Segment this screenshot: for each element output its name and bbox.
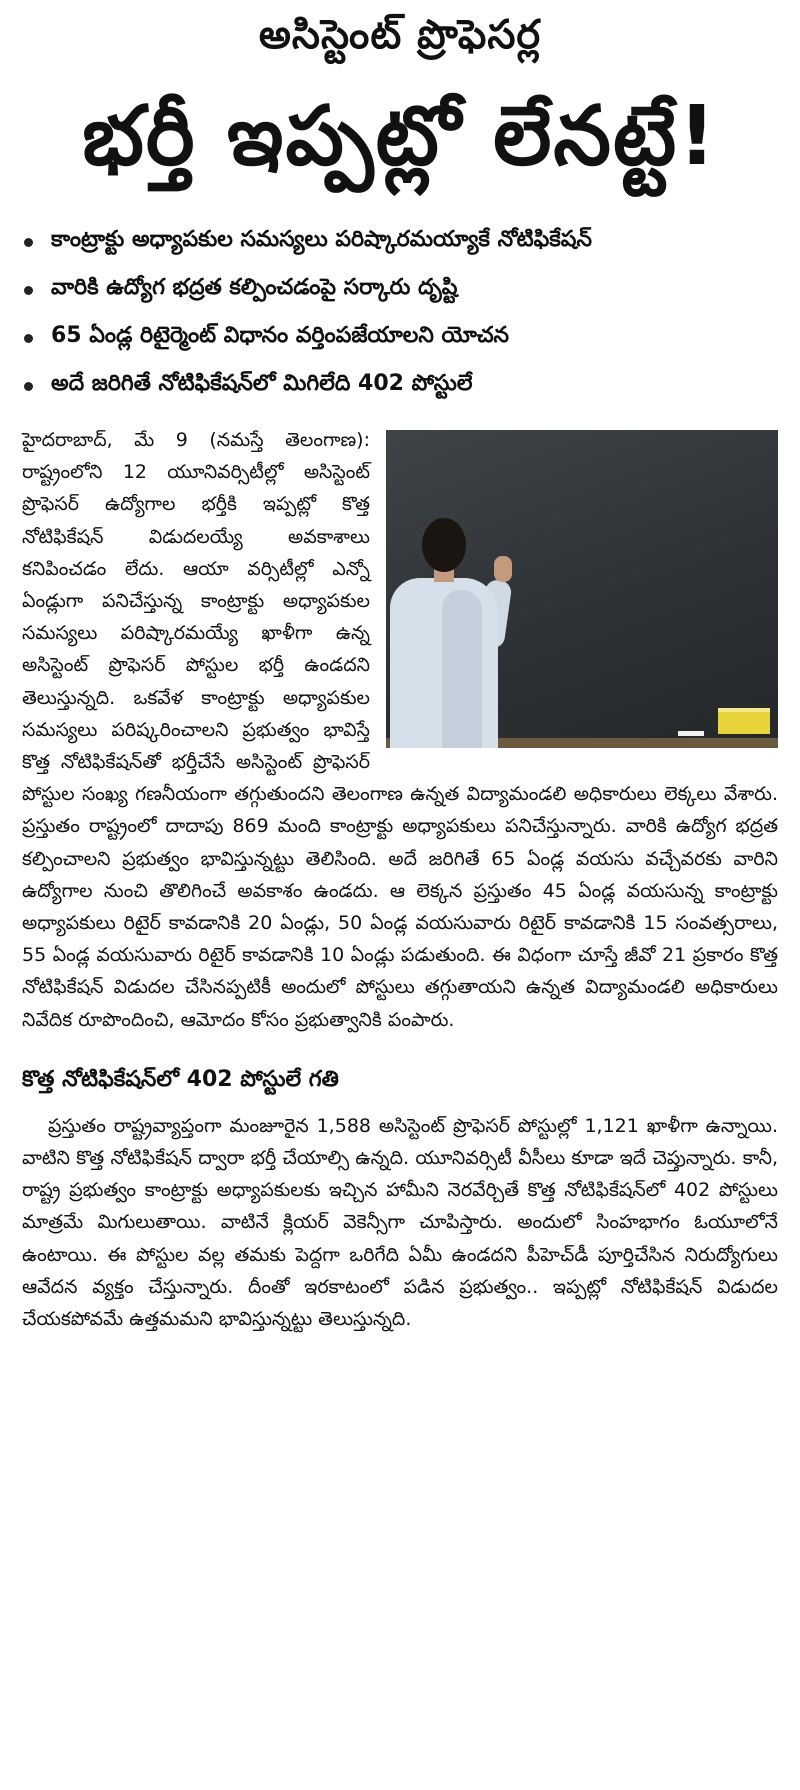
summary-bullet (22, 362, 778, 410)
bullet-text: వారికి ఉద్యోగ భద్రత కల్పించడంపై సర్కారు దృష్టి (51, 275, 458, 300)
headline-kicker: అసిస్టెంట్ ప్రొఫెసర్ల (258, 12, 542, 58)
teacher-shirt-shade (442, 590, 482, 748)
bullet-text: 65 ఏండ్ల రిటైర్మెంట్ విధానం వర్తింపజేయాలని యోచన (51, 323, 510, 348)
summary-bullet (22, 218, 778, 266)
summary-bullet (22, 266, 778, 314)
bullet-dot-icon (24, 382, 33, 391)
bullet-dot-icon (24, 334, 33, 343)
teacher-head (422, 518, 466, 572)
bullet-dot-icon (24, 238, 33, 247)
body-paragraph-1: హైదరాబాద్, మే 9 (నమస్తే తెలంగాణ): రాష్ట్రంలోని 12 యూనివర్సిటీల్లో అసిస్టెంట్ ప్రొఫెసర్ ఉద్యోగాల భర్తీకి ఇప్పట్లో కొత్త నోటిఫికేషన్ విడుదలయ్యే అవకాశాలు కనిపించడం లేదు. ఆయా వర్సిటీల్లో ఎన్నో ఏండ్లుగా పనిచేస్తున్న కాంట్రాక్టు అధ్యాపకుల సమస్యలు పరిష్కారమయ్యే ఖాళీగా ఉన్న అసిస్టెంట్ ప్రొఫెసర్ పోస్టుల భర్తీ ఉండదని తెలుస్తున్నది. ఒకవేళ కాంట్రాక్టు అధ్యాపకుల సమస్యలు పరిష్కరించాలని ప్రభుత్వం భావిస్తే కొత్త నోటిఫికేషన్‌తో భర్తీచేసే అసిస్టెంట్ ప్రొఫెసర్ పోస్టుల సంఖ్య గణనీయంగా తగ్గుతుందని తెలంగాణ ఉన్నత విద్యామండలి అధికారులు లెక్కలు వేశారు. ప్రస్తుతం రాష్ట్రంలో దాదాపు 869 మంది కాంట్రాక్టు అధ్యాపకులు పనిచేస్తున్నారు. వారికి ఉద్యోగ భద్రత కల్పించాలని ప్రభుత్వం భావిస్తున్నట్టు తెలిసింది. అదే జరిగితే 65 ఏండ్ల వయసు వచ్చేవరకు వారిని ఉద్యోగాల నుంచి తొలిగించే అవకాశం ఉండదు. ఆ లెక్కన ప్రస్తుతం 45 ఏండ్ల వయసున్న కాంట్రాక్టు అధ్యాపకులు రిటైర్ కావడానికి 20 ఏండ్లు, 50 ఏండ్ల వయసువారు రిటైర్ కావడానికి 15 సంవత్సరాలు, 55 ఏండ్ల వయసువారు రిటైర్ కావడానికి 10 ఏండ్లు పడుతుంది. ఈ విధంగా చూస్తే జీవో 21 ప్రకారం కొత్త నోటిఫికేషన్ విడుదల చేసినప్పటికీ అందులో పోస్టులు తగ్గుతాయని ఉన్నత విద్యామండలి అధికారులు నివేదిక రూపొందించి, ఆమోదం కోసం ప్రభుత్వానికి పంపారు. (22, 429, 778, 1031)
chalk-box-icon (718, 708, 770, 734)
chalk-icon (678, 731, 704, 736)
summary-bullets (22, 218, 778, 410)
bullet-text: కాంట్రాక్టు అధ్యాపకుల సమస్యలు పరిష్కారమయ్యాకే నోటిఫికేషన్ (51, 227, 592, 252)
body-paragraph-2: ప్రస్తుతం రాష్ట్రవ్యాప్తంగా మంజూరైన 1,588 అసిస్టెంట్ ప్రొఫెసర్ పోస్టుల్లో 1,121 ఖాళీగా ఉన్నాయి. వాటిని కొత్త నోటిఫికేషన్ ద్వారా భర్తీ చేయాల్సి ఉన్నది. యూనివర్సిటీ వీసీలు కూడా ఇదే చెప్తున్నారు. కానీ, రాష్ట్ర ప్రభుత్వం కాంట్రాక్టు అధ్యాపకులకు ఇచ్చిన హామీని నెరవేర్చితే కొత్త నోటిఫికేషన్‌లో 402 పోస్టులు మాత్రమే మిగులుతాయి. వాటినే క్లియర్ వెకెన్సీగా చూపిస్తారు. అందులో సింహభాగం ఓయూలోనే ఉంటాయి. ఈ పోస్టుల వల్ల తమకు పెద్దగా ఒరిగేది ఏమీ ఉండదని పీహెచ్‌డీ పూర్తిచేసిన నిరుద్యోగులు ఆవేదన వ్యక్తం చేస్తున్నారు. దీంతో ఇరకాటంలో పడిన ప్రభుత్వం.. ఇప్పట్లో నోటిఫికేషన్ విడుదల చేయకపోవమే ఉత్తమమని భావిస్తున్నట్టు తెలుస్తున్నది. (22, 1114, 778, 1331)
article-body (22, 424, 778, 1335)
bullet-dot-icon (24, 286, 33, 295)
section-subheading: కొత్త నోటిఫికేషన్‌లో 402 పోస్టులే గతి (22, 1066, 339, 1092)
bullet-text: అదే జరిగితే నోటిఫికేషన్‌లో మిగిలేది 402 పోస్టులే (51, 371, 473, 396)
main-headline: భర్తీ ఇప్పట్లో లేనట్టే! (82, 89, 718, 184)
summary-bullet (22, 314, 778, 362)
teacher-at-chalkboard-photo (386, 430, 778, 748)
teacher-hand (494, 556, 512, 582)
